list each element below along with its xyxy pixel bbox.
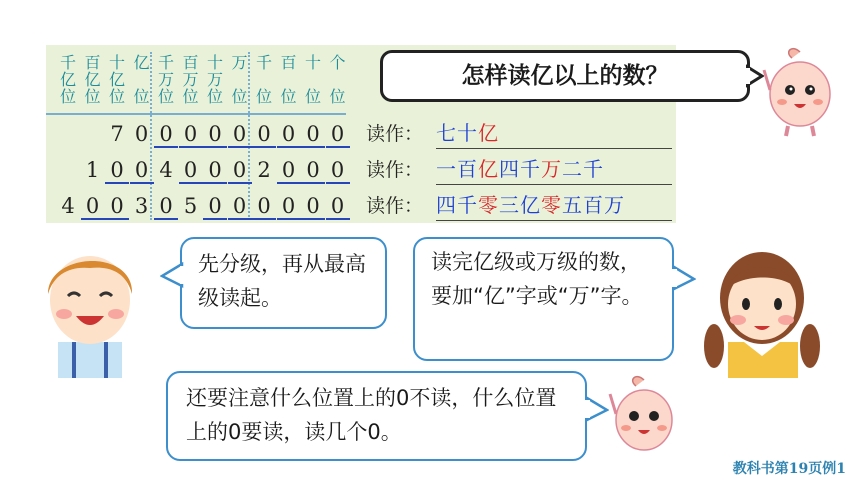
question-bubble — [380, 50, 750, 102]
digit-cell: 0 — [179, 156, 203, 184]
place-header-char: 位 — [206, 87, 223, 106]
place-header-char — [301, 71, 325, 88]
place-header-char: 位 — [280, 87, 297, 106]
peach-mascot-bottom-icon — [608, 372, 680, 464]
digit-cell: 0 — [301, 120, 325, 148]
place-header-char — [252, 71, 276, 88]
digit-cell: 2 — [257, 158, 271, 182]
place-header-char: 位 — [108, 87, 125, 106]
digit-cell: 0 — [252, 192, 276, 220]
place-header-char: 位 — [59, 87, 76, 106]
digit-cell: 4 — [61, 194, 75, 218]
bottom-speech-text: 还要注意什么位置上的0不读，什么位置上的0要读，读几个0。 — [186, 386, 557, 444]
header-divider — [46, 113, 346, 115]
digit-cell: 0 — [81, 192, 105, 220]
digit-cell: 0 — [326, 192, 350, 220]
place-header-char: 亿 — [59, 70, 76, 89]
boy-avatar — [30, 238, 150, 378]
place-header-char: 个 — [329, 53, 346, 72]
place-header-char: 万 — [231, 53, 248, 72]
place-header-0 — [56, 54, 80, 105]
place-header-char: 十 — [206, 53, 223, 72]
place-header-2 — [105, 54, 129, 105]
reading-segment: 四千 — [436, 193, 478, 217]
place-header-char: 位 — [304, 87, 321, 106]
digit-cell: 0 — [277, 156, 301, 184]
bottom-speech-bubble — [166, 371, 587, 461]
place-header-char: 百 — [182, 53, 199, 72]
reading-text — [436, 154, 672, 185]
place-header-char: 千 — [157, 53, 174, 72]
digit-cell: 0 — [277, 120, 301, 148]
digit-cell: 0 — [203, 156, 227, 184]
digit-cell: 0 — [203, 120, 227, 148]
read-label: 读作： — [366, 159, 424, 181]
digit-cell: 0 — [228, 120, 252, 148]
reading-segment: 一百 — [436, 157, 478, 181]
place-header-5 — [179, 54, 203, 105]
digit-cell: 0 — [203, 192, 227, 220]
peach-mascot-icon — [762, 44, 838, 140]
place-header-4 — [154, 54, 178, 105]
digit-cell: 7 — [110, 122, 124, 146]
reading-unit-highlight: 亿 — [478, 157, 499, 181]
place-header-char: 位 — [157, 87, 174, 106]
place-header-1 — [81, 54, 105, 105]
read-label: 读作： — [366, 123, 424, 145]
place-header-char: 万 — [206, 70, 223, 89]
place-header-char — [277, 71, 301, 88]
place-header-char — [326, 71, 350, 88]
place-header-9 — [277, 54, 301, 105]
digit-cell: 0 — [105, 156, 129, 184]
digit-cell: 0 — [154, 192, 178, 220]
place-header-8 — [252, 54, 276, 105]
digit-cell: 0 — [301, 192, 325, 220]
girl-speech-text: 读完亿级或万级的数，要加“亿”字或“万”字。 — [431, 250, 643, 308]
question-text: 怎样读亿以上的数？ — [461, 63, 669, 89]
place-header-char: 亿 — [133, 53, 150, 72]
place-header-11 — [326, 54, 350, 105]
reading-segment: 四千 — [499, 157, 541, 181]
boy-speech-text: 先分级，再从最高级读起。 — [198, 252, 366, 310]
girl-bubble-tail — [672, 265, 696, 293]
place-header-char: 千 — [59, 53, 76, 72]
place-header-6 — [203, 54, 227, 105]
textbook-reference: 教科书第19页例1 — [732, 461, 846, 477]
place-header-char: 位 — [329, 87, 346, 106]
place-header-char: 十 — [304, 53, 321, 72]
place-header-char: 百 — [280, 53, 297, 72]
place-header-char: 百 — [84, 53, 101, 72]
boy-bubble-tail — [160, 262, 184, 290]
boy-speech-bubble — [180, 237, 387, 329]
digit-cell: 1 — [85, 158, 100, 182]
place-header-char: 位 — [182, 87, 199, 106]
digit-cell: 0 — [228, 156, 252, 184]
reading-text — [436, 190, 672, 221]
place-header-char: 位 — [133, 87, 150, 106]
place-header-char: 位 — [231, 87, 248, 106]
digit-cell: 0 — [301, 156, 325, 184]
place-header-10 — [301, 54, 325, 105]
bottom-bubble-tail — [585, 396, 609, 424]
digit-cell: 0 — [179, 120, 203, 148]
place-header-char: 千 — [255, 53, 272, 72]
digit-cell: 0 — [105, 192, 129, 220]
reading-unit-highlight: 零 — [478, 193, 499, 217]
girl-speech-bubble — [413, 237, 674, 361]
digit-cell: 3 — [134, 194, 149, 218]
reading-segment: 二千 — [562, 157, 604, 181]
reading-unit-highlight: 零 — [541, 193, 562, 217]
digit-cell: 0 — [277, 192, 301, 220]
reading-segment: 三亿 — [499, 193, 541, 217]
place-header-char: 万 — [182, 70, 199, 89]
digit-cell: 0 — [326, 120, 350, 148]
reading-unit-highlight: 亿 — [478, 121, 499, 145]
place-header-char: 位 — [84, 87, 101, 106]
digit-cell: 0 — [154, 120, 178, 148]
place-header-char: 十 — [108, 53, 125, 72]
place-header-char: 万 — [157, 70, 174, 89]
girl-avatar — [700, 238, 824, 378]
digit-cell: 0 — [130, 156, 154, 184]
digit-cell: 4 — [159, 158, 173, 182]
digit-cell: 5 — [183, 194, 198, 218]
place-header-char: 亿 — [84, 70, 101, 89]
digit-cell: 0 — [326, 156, 350, 184]
read-label: 读作： — [366, 195, 424, 217]
reading-segment: 五百万 — [562, 193, 625, 217]
digit-cell: 0 — [134, 122, 149, 146]
reading-unit-highlight: 万 — [541, 157, 562, 181]
digit-cell: 0 — [252, 120, 276, 148]
reading-segment: 七十 — [436, 121, 478, 145]
place-header-char: 亿 — [108, 70, 125, 89]
reading-text — [436, 118, 672, 149]
place-header-char: 位 — [255, 87, 272, 106]
digit-cell: 0 — [228, 192, 252, 220]
